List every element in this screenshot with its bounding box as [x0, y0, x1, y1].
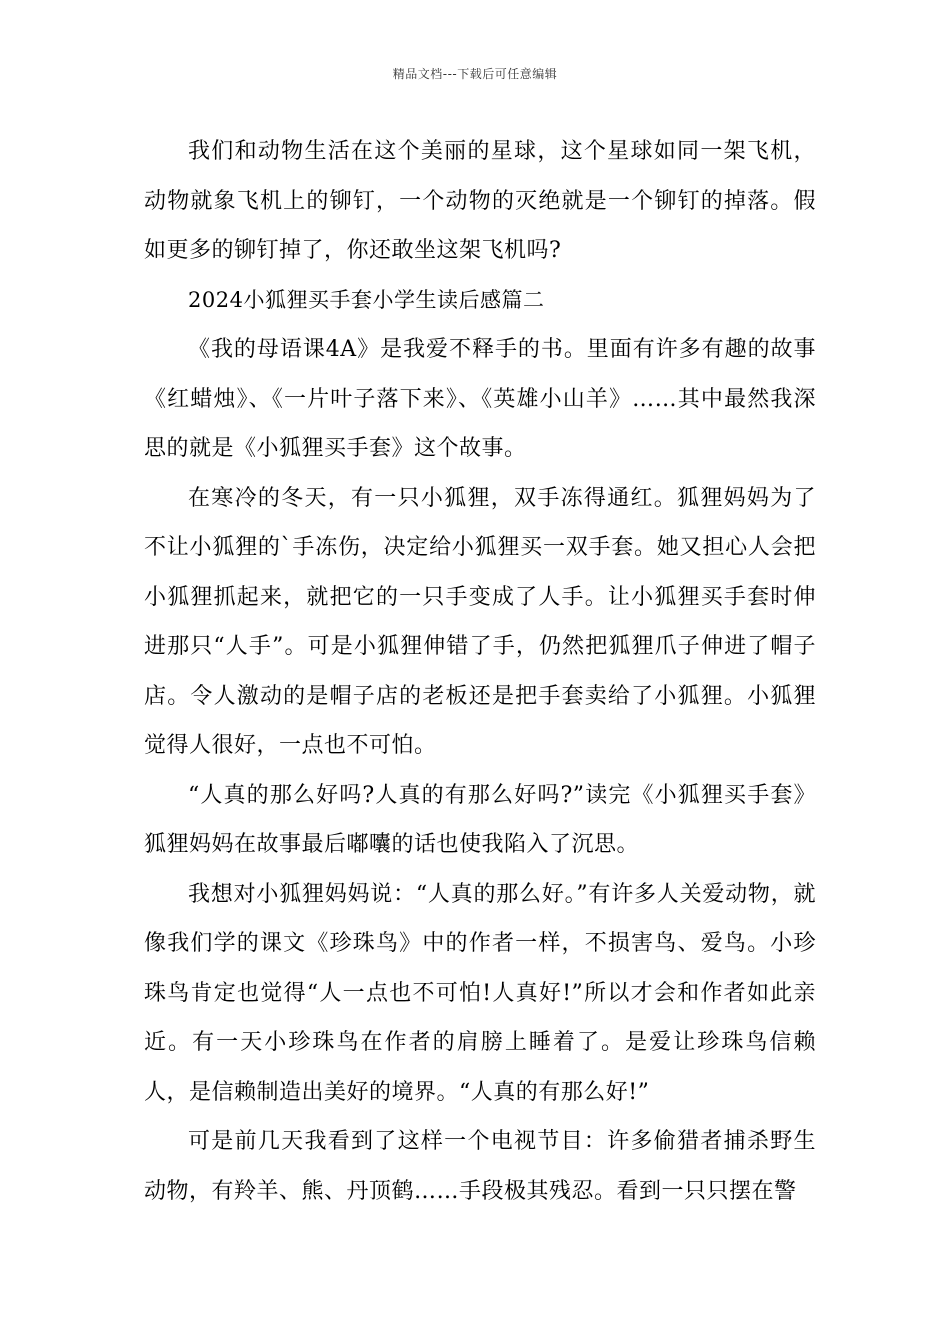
page-header: 精品文档---下载后可任意编辑 [392, 67, 558, 81]
paragraph-2: 《我的母语课4A》是我爱不释手的书。里面有许多有趣的故事《红蜡烛》、《一片叶子落下来》、《英雄小山羊》……其中最然我深思的就是《小狐狸买手套》这个故事。 [144, 337, 816, 461]
paragraph-5: 我想对小狐狸妈妈说：“人真的那么好。”有许多人关爱动物，就像我们学的课文《珍珠鸟》中的作者一样，不损害鸟、爱鸟。小珍珠鸟肯定也觉得“人一点也不可怕!人真好!”所以才会和作者如此亲近。有一天小珍珠鸟在作者的肩膀上睡着了。是爱让珍珠鸟信赖人，是信赖制造出美好的境界。“人真的有那么好!” [144, 881, 816, 1105]
paragraph-4: “人真的那么好吗?人真的有那么好吗?”读完《小狐狸买手套》狐狸妈妈在故事最后嘟囔的话也使我陷入了沉思。 [144, 782, 816, 857]
paragraph-1: 我们和动物生活在这个美丽的星球，这个星球如同一架飞机，动物就象飞机上的铆钉，一个动物的灭绝就是一个铆钉的掉落。假如更多的铆钉掉了，你还敢坐这架飞机吗? [144, 139, 816, 263]
document-body [144, 127, 816, 1216]
paragraph-6: 可是前几天我看到了这样一个电视节目：许多偷猎者捕杀野生动物，有羚羊、熊、丹顶鹤……手段极其残忍。看到一只只摆在警 [144, 1129, 816, 1204]
section-heading: 2024小狐狸买手套小学生读后感篇二 [188, 287, 545, 312]
paragraph-3: 在寒冷的冬天，有一只小狐狸，双手冻得通红。狐狸妈妈为了不让小狐狸的`手冻伤，决定给小狐狸买一双手套。她又担心人会把小狐狸抓起来，就把它的一只手变成了人手。让小狐狸买手套时伸进那只“人手”。可是小狐狸伸错了手，仍然把狐狸爪子伸进了帽子店。令人激动的是帽子店的老板还是把手套卖给了小狐狸。小狐狸觉得人很好，一点也不可怕。 [144, 485, 816, 758]
